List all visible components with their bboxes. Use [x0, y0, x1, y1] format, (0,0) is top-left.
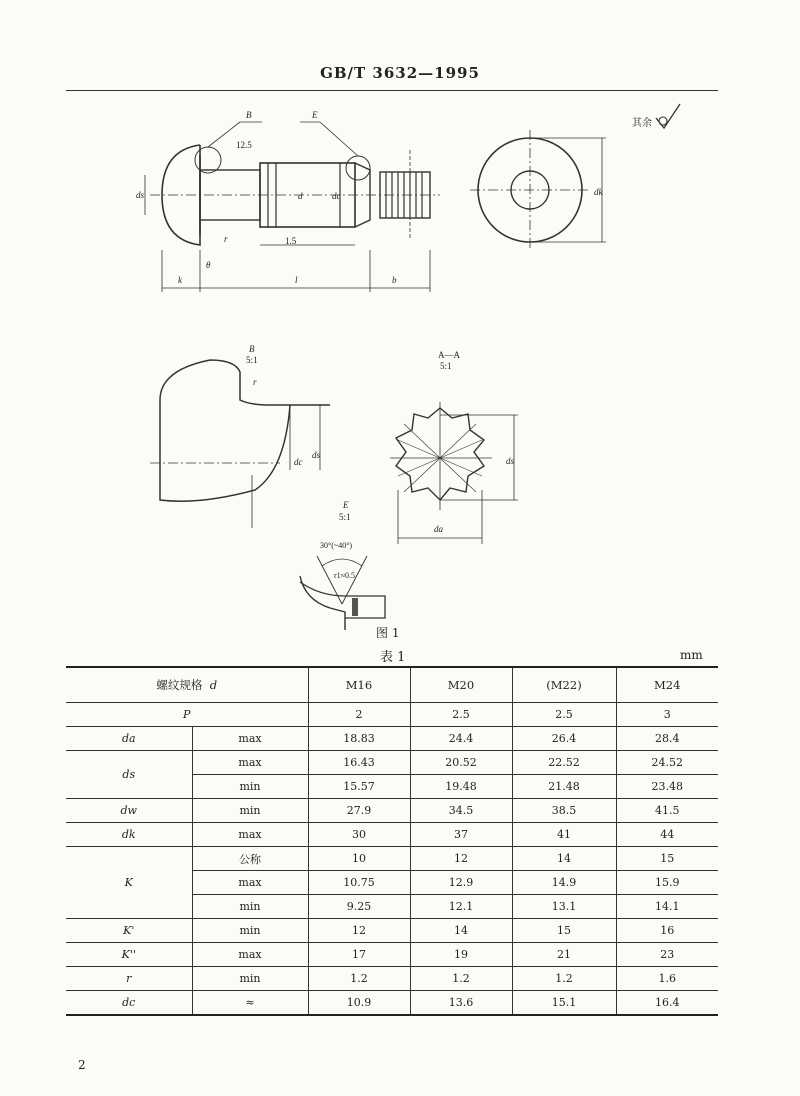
label-e: E — [312, 110, 318, 120]
value-cell: 41.5 — [616, 799, 718, 823]
value-cell: 12 — [410, 847, 512, 871]
roughness-circle-icon — [659, 117, 667, 125]
value-cell: 38.5 — [512, 799, 616, 823]
label-roughness: 其余 — [632, 118, 652, 129]
table-row — [66, 727, 718, 751]
value-cell: 2.5 — [512, 703, 616, 727]
value-cell: 18.83 — [308, 727, 410, 751]
table-row — [66, 991, 718, 1016]
table-row — [66, 703, 718, 727]
value-cell: 19.48 — [410, 775, 512, 799]
value-cell: 37 — [410, 823, 512, 847]
value-cell: 44 — [616, 823, 718, 847]
detail-b-view — [150, 360, 330, 528]
table-row — [66, 751, 718, 775]
qual-cell: min — [192, 775, 308, 799]
value-cell: 1.2 — [512, 967, 616, 991]
value-cell: 41 — [512, 823, 616, 847]
value-cell: 14 — [410, 919, 512, 943]
label-ds: ds — [136, 190, 145, 200]
value-cell: 10 — [308, 847, 410, 871]
label-da: da — [434, 524, 443, 534]
table-row — [66, 823, 718, 847]
value-cell: 1.2 — [410, 967, 512, 991]
qual-cell: 公称 — [192, 847, 308, 871]
header-col-m16: M16 — [308, 667, 410, 703]
value-cell: 14.1 — [616, 895, 718, 919]
page-number: 2 — [78, 1058, 86, 1072]
value-cell: 13.6 — [410, 991, 512, 1016]
label-dc-detail: dc — [294, 457, 303, 467]
value-cell: 15.1 — [512, 991, 616, 1016]
value-cell: 10.75 — [308, 871, 410, 895]
unit-label: mm — [680, 648, 703, 662]
value-cell: 19 — [410, 943, 512, 967]
label-d: d — [298, 191, 303, 201]
qual-cell: min — [192, 919, 308, 943]
label-angle: 30°(~40°) — [320, 541, 353, 550]
table-header-row — [66, 667, 718, 703]
section-a-view — [390, 402, 518, 544]
value-cell: 21.48 — [512, 775, 616, 799]
table-caption: 表 1 — [380, 650, 406, 665]
value-cell: 23 — [616, 943, 718, 967]
value-cell: 15 — [616, 847, 718, 871]
header-label-cell — [66, 667, 308, 703]
section-a-labels — [434, 350, 515, 534]
value-cell: 12 — [308, 919, 410, 943]
value-cell: 2.5 — [410, 703, 512, 727]
label-b: B — [246, 110, 252, 120]
label-theta: θ — [206, 260, 211, 270]
value-cell: 16 — [616, 919, 718, 943]
param-cell: K'' — [66, 943, 192, 967]
roughness-icon — [656, 104, 680, 128]
header-label: 螺纹规格 — [156, 678, 203, 692]
header-symbol: d — [209, 678, 218, 692]
label-r1: r1≈0.5 — [334, 571, 356, 580]
value-cell: 1.6 — [616, 967, 718, 991]
value-cell: 10.9 — [308, 991, 410, 1016]
value-cell: 24.52 — [616, 751, 718, 775]
end-view-labels — [594, 116, 652, 197]
param-cell: K — [66, 847, 192, 919]
value-cell: 24.4 — [410, 727, 512, 751]
detail-b-scale: 5:1 — [246, 355, 258, 365]
param-cell: dw — [66, 799, 192, 823]
label-ds-section: ds — [506, 456, 515, 466]
param-cell: da — [66, 727, 192, 751]
detail-e-view — [300, 556, 385, 630]
label-ds-detail: ds — [312, 450, 321, 460]
table-row — [66, 799, 718, 823]
label-k: k — [178, 275, 182, 285]
value-cell: 13.1 — [512, 895, 616, 919]
table-row — [66, 919, 718, 943]
value-cell: 30 — [308, 823, 410, 847]
detail-e-scale: 5:1 — [339, 512, 351, 522]
value-cell: 15.57 — [308, 775, 410, 799]
side-view-labels — [136, 110, 397, 285]
param-cell: dc — [66, 991, 192, 1016]
section-a-scale: 5:1 — [440, 361, 452, 371]
qual-cell: min — [192, 967, 308, 991]
value-cell: 3 — [616, 703, 718, 727]
label-dim-15: 1.5 — [285, 236, 297, 246]
detail-e-labels — [320, 500, 355, 580]
label-dc: dc — [332, 191, 341, 201]
param-cell: ds — [66, 751, 192, 799]
value-cell: 2 — [308, 703, 410, 727]
value-cell: 28.4 — [616, 727, 718, 751]
param-cell: r — [66, 967, 192, 991]
value-cell: 14 — [512, 847, 616, 871]
table-row — [66, 847, 718, 871]
section-a-title: A—A — [438, 350, 460, 360]
value-cell: 16.43 — [308, 751, 410, 775]
qual-cell: min — [192, 799, 308, 823]
value-cell: 9.25 — [308, 895, 410, 919]
figure-caption: 图 1 — [376, 626, 400, 640]
header-col-m24: M24 — [616, 667, 718, 703]
label-r-detail: r — [253, 377, 257, 387]
value-cell: 16.4 — [616, 991, 718, 1016]
value-cell: 22.52 — [512, 751, 616, 775]
header-col-m20: M20 — [410, 667, 512, 703]
value-cell: 17 — [308, 943, 410, 967]
table-row — [66, 967, 718, 991]
value-cell: 14.9 — [512, 871, 616, 895]
value-cell: 12.9 — [410, 871, 512, 895]
bolt-end-view — [470, 130, 606, 250]
table-row — [66, 943, 718, 967]
label-b-length: b — [392, 275, 397, 285]
value-cell: 23.48 — [616, 775, 718, 799]
standard-header: GB/T 3632—1995 — [320, 64, 480, 82]
detail-e-title: E — [343, 500, 349, 510]
bolt-side-view — [145, 122, 440, 292]
value-cell: 34.5 — [410, 799, 512, 823]
value-cell: 15.9 — [616, 871, 718, 895]
param-cell: P — [66, 703, 308, 727]
spec-table — [66, 666, 718, 1016]
label-roughness-value: 12.5 — [236, 140, 252, 150]
qual-cell: max — [192, 823, 308, 847]
value-cell: 26.4 — [512, 727, 616, 751]
qual-cell: ≈ — [192, 991, 308, 1016]
value-cell: 20.52 — [410, 751, 512, 775]
qual-cell: max — [192, 943, 308, 967]
qual-cell: max — [192, 751, 308, 775]
value-cell: 12.1 — [410, 895, 512, 919]
detail-b-title: B — [249, 344, 255, 354]
qual-cell: max — [192, 727, 308, 751]
label-dk: dk — [594, 187, 603, 197]
qual-cell: max — [192, 871, 308, 895]
label-l: l — [295, 275, 298, 285]
header-col-m22: (M22) — [512, 667, 616, 703]
value-cell: 21 — [512, 943, 616, 967]
value-cell: 27.9 — [308, 799, 410, 823]
value-cell: 15 — [512, 919, 616, 943]
qual-cell: min — [192, 895, 308, 919]
param-cell: dk — [66, 823, 192, 847]
value-cell: 1.2 — [308, 967, 410, 991]
param-cell: K' — [66, 919, 192, 943]
label-r: r — [224, 234, 228, 244]
